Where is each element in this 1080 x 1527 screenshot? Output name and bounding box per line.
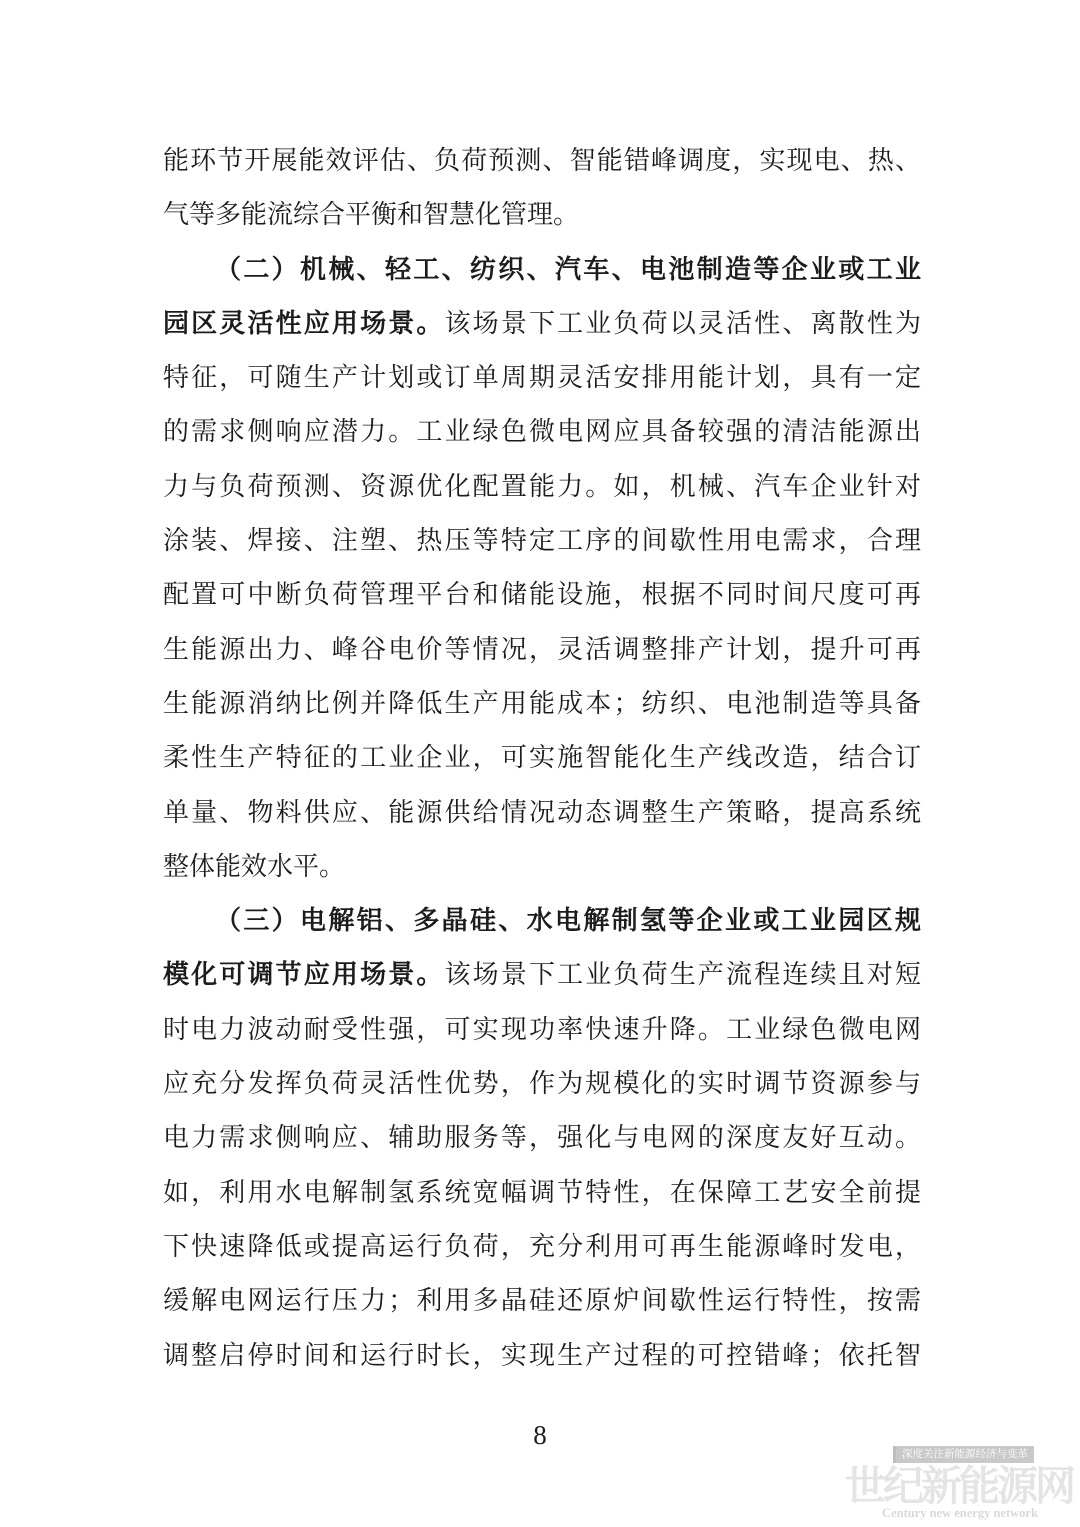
text-line <box>163 731 921 785</box>
text-segment: 该场景下工业负荷生产流程连续且对短 <box>444 960 921 990</box>
bold-text-segment: 园区灵活性应用场景。 <box>163 308 445 338</box>
text-segment: 下快速降低或提高运行负荷，充分利用可再生能源峰时发电， <box>163 1231 921 1261</box>
text-line <box>163 568 921 622</box>
text-line <box>163 1057 921 1111</box>
text-line <box>163 677 921 731</box>
text-segment: 配置可中断负荷管理平台和储能设施，根据不同时间尺度可再 <box>163 580 921 610</box>
text-line <box>163 188 921 242</box>
text-segment: 生能源消纳比例并降低生产用能成本；纺织、电池制造等具备 <box>163 688 921 718</box>
text-line <box>163 134 921 188</box>
text-segment: 生能源出力、峰谷电价等情况，灵活调整排产计划，提升可再 <box>163 634 921 664</box>
text-segment: 电力需求侧响应、辅助服务等，强化与电网的深度友好互动。 <box>163 1123 921 1153</box>
text-line <box>163 243 921 297</box>
text-line <box>163 623 921 677</box>
text-segment: 应充分发挥负荷灵活性优势，作为规模化的实时调节资源参与 <box>163 1069 921 1099</box>
bold-text-segment: （三）电解铝、多晶硅、水电解制氢等企业或工业园区规 <box>215 906 921 936</box>
text-segment: 单量、物料供应、能源供给情况动态调整生产策略，提高系统 <box>163 797 921 827</box>
text-line <box>163 1329 921 1383</box>
text-line <box>163 894 921 948</box>
text-segment: 力与负荷预测、资源优化配置能力。如，机械、汽车企业针对 <box>163 471 921 501</box>
watermark-logo: 世纪新能源网 <box>845 1463 1073 1509</box>
text-line <box>163 786 921 840</box>
text-line <box>163 1111 921 1165</box>
text-line <box>163 405 921 459</box>
text-line <box>163 351 921 405</box>
text-line <box>163 948 921 1002</box>
text-segment: 缓解电网运行压力；利用多晶硅还原炉间歇性运行特性，按需 <box>163 1286 921 1316</box>
text-line <box>163 1220 921 1274</box>
text-segment: 涂装、焊接、注塑、热压等特定工序的间歇性用电需求，合理 <box>163 526 921 556</box>
bold-text-segment: （二）机械、轻工、纺织、汽车、电池制造等企业或工业 <box>215 254 921 284</box>
text-segment: 的需求侧响应潜力。工业绿色微电网应具备较强的清洁能源出 <box>163 417 921 447</box>
text-line <box>163 1166 921 1220</box>
text-line <box>163 514 921 568</box>
text-segment: 该场景下工业负荷以灵活性、离散性为 <box>444 308 921 338</box>
page-number: 8 <box>533 1420 547 1450</box>
document-lines <box>163 134 921 1383</box>
text-line <box>163 840 921 894</box>
bold-text-segment: 模化可调节应用场景。 <box>163 960 445 990</box>
text-segment: 调整启停时间和运行时长，实现生产过程的可控错峰；依托智 <box>163 1340 921 1370</box>
watermark-tagline: Century new energy network <box>882 1506 1038 1520</box>
text-segment: 气等多能流综合平衡和智慧化管理。 <box>163 200 580 230</box>
text-line <box>163 297 921 351</box>
watermark-banner: 深度关注新能源经济与变革 <box>893 1446 1034 1463</box>
text-segment: 特征，可随生产计划或订单周期灵活安排用能计划，具有一定 <box>163 363 921 393</box>
text-line <box>163 460 921 514</box>
text-segment: 能环节开展能效评估、负荷预测、智能错峰调度，实现电、热、 <box>163 146 921 175</box>
text-line <box>163 1274 921 1328</box>
text-segment: 柔性生产特征的工业企业，可实施智能化生产线改造，结合订 <box>163 743 921 773</box>
text-segment: 时电力波动耐受性强，可实现功率快速升降。工业绿色微电网 <box>163 1014 921 1044</box>
text-segment: 如，利用水电解制氢系统宽幅调节特性，在保障工艺安全前提 <box>163 1177 921 1207</box>
text-line <box>163 1003 921 1057</box>
text-segment: 整体能效水平。 <box>163 851 346 881</box>
